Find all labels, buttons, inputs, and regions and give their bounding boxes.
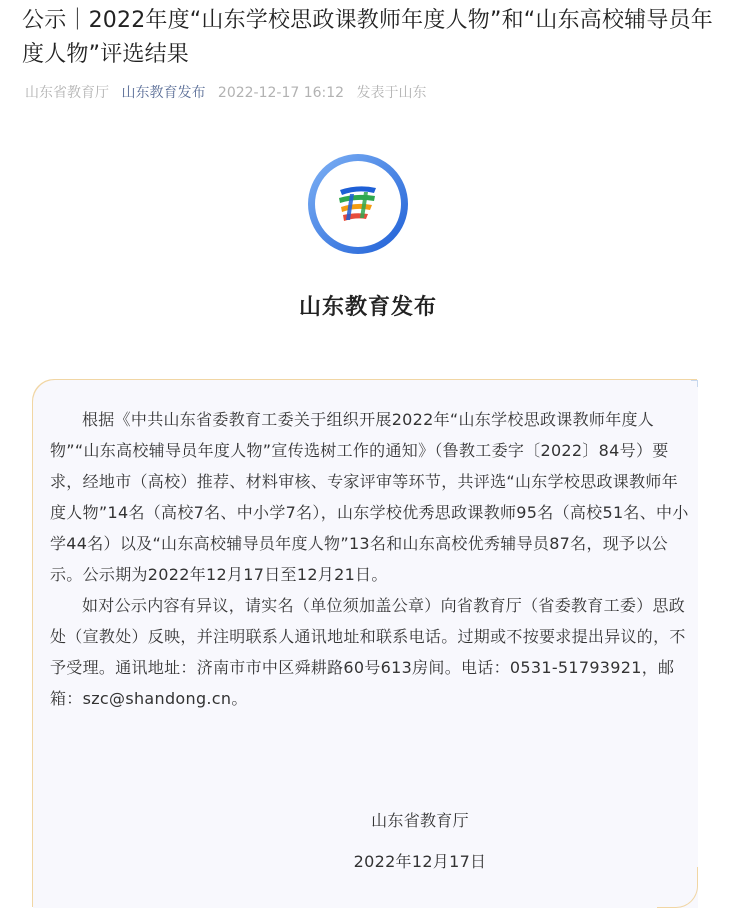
article-source: 山东省教育厅 xyxy=(25,85,109,101)
paragraph-2: 如对公示内容有异议，请实名（单位须加盖公章）向省教育厅（省委教育工委）思政处（宣教处）反映，并注明联系人通讯地址和联系电话。过期或不按要求提出异议的，不予受理。通讯地址：济南市市中区舜耕路60号613房间。电话：0531-51793921，邮箱：szc@shandong.cn。 xyxy=(50,596,686,708)
article-body xyxy=(50,404,690,714)
account-name-link[interactable]: 山东教育发布 xyxy=(121,85,206,101)
card-corner-decoration xyxy=(657,867,698,908)
publish-location: 发表于山东 xyxy=(356,85,427,101)
publish-datetime: 2022-12-17 16:12 xyxy=(217,85,345,101)
article-meta xyxy=(25,82,435,102)
brand-name: 山东教育发布 xyxy=(298,294,437,320)
card-corner-decoration xyxy=(691,380,698,387)
signature-date: 2022年12月17日 xyxy=(353,852,487,871)
paragraph-1: 根据《中共山东省委教育工委关于组织开展2022年“山东学校思政课教师年度人物”“山东高校辅导员年度人物”宣传选树工作的通知》（鲁教工委字〔2022〕84号）要求，经地市（高校）推荐、材料审核、专家评审等环节，共评选“山东学校思政课教师年度人物”14名（高校7名、中小学7名），山东学校优秀思政课教师95名（高校51名、中小学44名）以及“山东高校辅导员年度人物”13名和山东高校优秀辅导员87名，现予以公示。公示期为2022年12月17日至12月21日。 xyxy=(50,410,689,584)
shandong-education-logo-icon xyxy=(306,152,410,256)
article-title: 公示｜2022年度“山东学校思政课教师年度人物”和“山东高校辅导员年度人物”评选结果 xyxy=(22,8,713,67)
signature-org: 山东省教育厅 xyxy=(371,811,469,830)
